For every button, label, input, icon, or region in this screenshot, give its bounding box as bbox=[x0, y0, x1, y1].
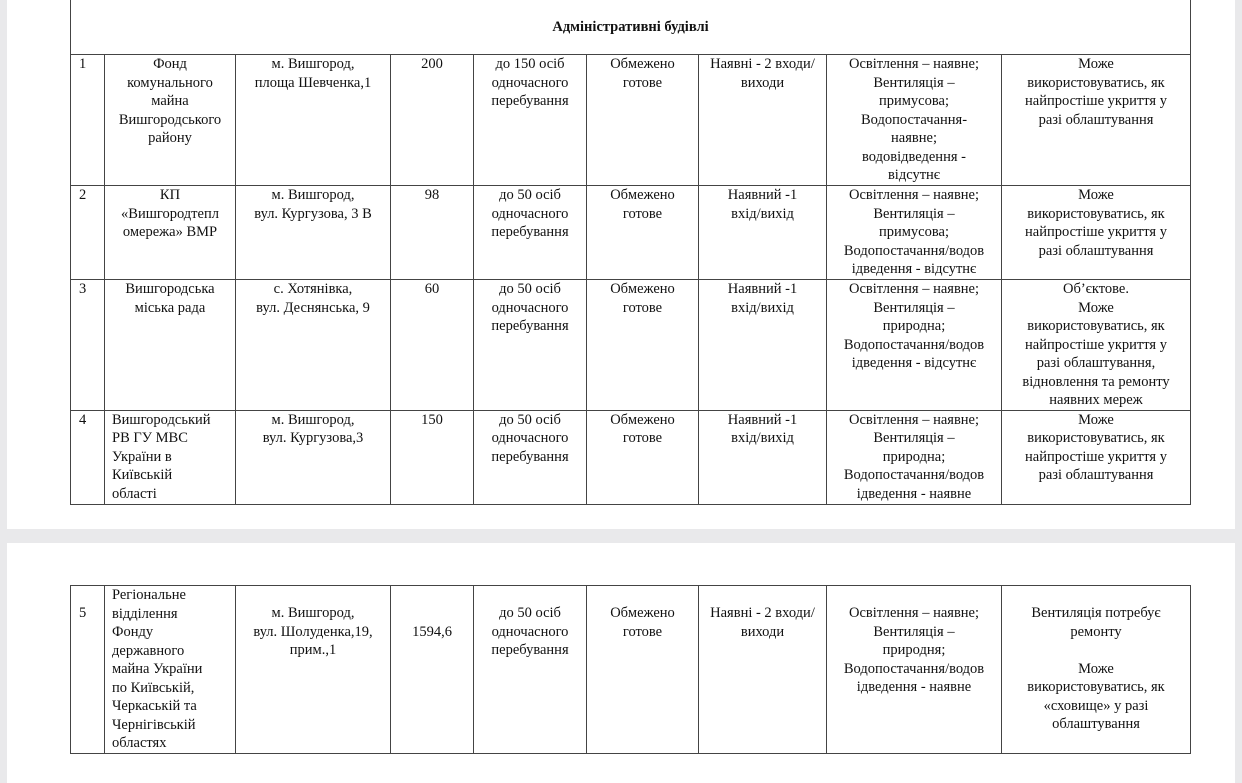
cell-line: площа Шевченка,1 bbox=[254, 74, 372, 91]
cell-line: Вентиляція – bbox=[873, 74, 955, 91]
cell-line: ремонту bbox=[1070, 623, 1122, 640]
readiness bbox=[587, 55, 699, 186]
readiness bbox=[587, 186, 699, 280]
cell-line: відділення bbox=[112, 605, 178, 622]
area: 60 bbox=[391, 280, 474, 411]
cell-line: відсутнє bbox=[887, 167, 941, 183]
cell-line: Наявні - 2 входи/ bbox=[710, 56, 815, 72]
facility-name bbox=[105, 280, 236, 411]
cell-line: ідведення - наявне bbox=[856, 485, 972, 502]
entrances-exits bbox=[699, 410, 827, 504]
facility-name bbox=[105, 55, 236, 186]
cell-line: вул. Кургузова,3 bbox=[262, 430, 364, 446]
utilities bbox=[827, 586, 1002, 754]
cell-line: Водопостачання- bbox=[860, 111, 968, 128]
note bbox=[1002, 186, 1191, 280]
cell-line: Освітлення – наявне; bbox=[848, 605, 980, 621]
cell-line: примусова; bbox=[878, 93, 949, 109]
table-row bbox=[71, 55, 1191, 186]
cell-line: м. Вишгород, bbox=[271, 411, 355, 428]
cell-line: Обмежено bbox=[610, 187, 675, 203]
cell-line: Наявний -1 bbox=[727, 187, 798, 203]
cell-line: виходи bbox=[740, 623, 785, 640]
cell-line: вул. Кургузова, 3 В bbox=[254, 205, 372, 222]
cell-line: одночасного bbox=[491, 299, 569, 316]
cell-line: до 150 осіб bbox=[495, 56, 565, 72]
cell-line: омережа» ВМР bbox=[122, 224, 218, 240]
cell-line: Фонд bbox=[153, 56, 187, 72]
table-row bbox=[71, 280, 1191, 411]
table-row bbox=[71, 586, 1191, 754]
capacity bbox=[474, 55, 587, 186]
cell-line: Черкаській та bbox=[112, 698, 197, 714]
cell-line: «сховище» у разі bbox=[1043, 697, 1149, 714]
row-number: 2 bbox=[71, 186, 105, 280]
cell-line: готове bbox=[622, 74, 663, 91]
cell-line: Може bbox=[1078, 56, 1114, 72]
cell-line: перебування bbox=[491, 93, 569, 109]
address bbox=[236, 586, 391, 754]
cell-line: Освітлення – наявне; bbox=[848, 411, 980, 428]
readiness bbox=[587, 280, 699, 411]
cell-line: Освітлення – наявне; bbox=[848, 187, 980, 203]
shelters-table-page-2 bbox=[70, 585, 1191, 754]
cell-line: до 50 осіб bbox=[499, 187, 561, 203]
address bbox=[236, 186, 391, 280]
capacity bbox=[474, 586, 587, 754]
cell-line: с. Хотянівка, bbox=[273, 281, 353, 297]
cell-line: одночасного bbox=[491, 430, 569, 446]
cell-line: водовідведення - bbox=[862, 148, 966, 165]
cell-line: Вентиляція – bbox=[873, 430, 955, 446]
row-number: 5 bbox=[71, 586, 105, 754]
cell-line: Вишгородський bbox=[112, 411, 211, 428]
cell-line: Може bbox=[1078, 660, 1114, 677]
document-page-2 bbox=[7, 543, 1235, 783]
section-header-row bbox=[71, 0, 1191, 55]
cell-line: природня; bbox=[882, 642, 946, 658]
table-row bbox=[71, 410, 1191, 504]
cell-line: Вишгородського bbox=[118, 111, 222, 128]
cell-line: Фонду bbox=[112, 624, 154, 640]
cell-line: вхід/вихід bbox=[731, 205, 794, 222]
cell-line: ідведення - відсутнє bbox=[851, 261, 977, 277]
cell-line: прим.,1 bbox=[289, 642, 337, 658]
cell-line: готове bbox=[622, 299, 663, 316]
cell-line: майна України bbox=[112, 661, 203, 677]
cell-line: готове bbox=[622, 205, 663, 222]
cell-line: використовуватись, як bbox=[1027, 74, 1165, 91]
section-title: Адміністративні будівлі bbox=[71, 0, 1191, 55]
cell-line: до 50 осіб bbox=[499, 605, 561, 621]
cell-line: Вентиляція – bbox=[873, 205, 955, 222]
cell-line: до 50 осіб bbox=[499, 411, 561, 428]
cell-line: вул. Деснянська, 9 bbox=[256, 299, 370, 316]
cell-line: Чернігівській bbox=[112, 716, 196, 733]
facility-name bbox=[105, 186, 236, 280]
note bbox=[1002, 410, 1191, 504]
area: 200 bbox=[391, 55, 474, 186]
cell-line: до 50 осіб bbox=[499, 281, 561, 297]
shelters-table-page-1 bbox=[70, 0, 1191, 505]
capacity bbox=[474, 186, 587, 280]
facility-name bbox=[105, 586, 236, 754]
entrances-exits bbox=[699, 586, 827, 754]
address bbox=[236, 55, 391, 186]
cell-line: області bbox=[112, 485, 157, 502]
cell-line: готове bbox=[622, 430, 663, 446]
cell-line: використовуватись, як bbox=[1027, 430, 1165, 446]
cell-line: державного bbox=[112, 642, 185, 659]
cell-line: Може bbox=[1078, 187, 1114, 203]
cell-line: перебування bbox=[491, 448, 569, 465]
cell-line: міська рада bbox=[134, 299, 206, 316]
cell-line: Вентиляція – bbox=[873, 623, 955, 640]
row-number: 3 bbox=[71, 280, 105, 411]
cell-line: майна bbox=[151, 93, 189, 109]
cell-line: Обмежено bbox=[610, 56, 675, 72]
cell-line: використовуватись, як bbox=[1027, 205, 1165, 222]
cell-line: найпростіше укриття у bbox=[1025, 448, 1167, 465]
cell-line: Регіональне bbox=[112, 587, 186, 603]
facility-name bbox=[105, 410, 236, 504]
row-number: 4 bbox=[71, 410, 105, 504]
cell-line: Водопостачання/водов bbox=[843, 242, 985, 259]
note bbox=[1002, 55, 1191, 186]
cell-line: РВ ГУ МВС bbox=[112, 430, 188, 446]
cell-line: Наявний -1 bbox=[727, 411, 798, 428]
cell-line: КП bbox=[159, 187, 181, 203]
cell-line: Об’єктове. bbox=[1063, 281, 1129, 297]
cell-line: вхід/вихід bbox=[731, 299, 794, 316]
cell-line: Може bbox=[1078, 411, 1114, 428]
cell-line: виходи bbox=[740, 74, 785, 91]
cell-line: Освітлення – наявне; bbox=[848, 281, 980, 297]
cell-line: району bbox=[148, 130, 192, 146]
cell-line: Наявний -1 bbox=[727, 281, 798, 297]
cell-line: разі облаштування bbox=[1038, 111, 1154, 128]
entrances-exits bbox=[699, 280, 827, 411]
cell-line: ідведення - наявне bbox=[856, 679, 972, 695]
cell-line: Наявні - 2 входи/ bbox=[710, 605, 815, 621]
cell-line: Може bbox=[1078, 299, 1114, 316]
cell-line: найпростіше укриття у bbox=[1025, 93, 1167, 109]
utilities bbox=[827, 55, 1002, 186]
entrances-exits bbox=[699, 186, 827, 280]
cell-line: областях bbox=[112, 735, 167, 751]
cell-line: м. Вишгород, bbox=[271, 605, 355, 621]
cell-line: готове bbox=[622, 623, 663, 640]
cell-line: України в bbox=[112, 448, 172, 465]
cell-line: Київській bbox=[112, 467, 173, 483]
cell-line: Водопостачання/водов bbox=[843, 660, 985, 677]
cell-line: разі облаштування bbox=[1038, 467, 1154, 483]
cell-line: одночасного bbox=[491, 74, 569, 91]
cell-line: вул. Шолуденка,19, bbox=[253, 623, 373, 640]
cell-line: перебування bbox=[491, 224, 569, 240]
document-page-1 bbox=[7, 0, 1235, 529]
cell-line: Водопостачання/водов bbox=[843, 467, 985, 483]
address bbox=[236, 280, 391, 411]
cell-line: одночасного bbox=[491, 623, 569, 640]
cell-line: разі облаштування bbox=[1038, 242, 1154, 259]
area: 98 bbox=[391, 186, 474, 280]
cell-line: разі облаштування, bbox=[1036, 355, 1156, 371]
cell-line: найпростіше укриття у bbox=[1025, 336, 1167, 353]
cell-line: використовуватись, як bbox=[1027, 318, 1165, 334]
cell-line: вхід/вихід bbox=[731, 430, 794, 446]
table-row bbox=[71, 186, 1191, 280]
address bbox=[236, 410, 391, 504]
cell-line: перебування bbox=[491, 318, 569, 334]
cell-line: Обмежено bbox=[610, 281, 675, 297]
utilities bbox=[827, 410, 1002, 504]
cell-line: примусова; bbox=[878, 224, 949, 240]
cell-line: природна; bbox=[882, 448, 946, 465]
cell-line: м. Вишгород, bbox=[271, 187, 355, 203]
cell-line: м. Вишгород, bbox=[271, 56, 355, 72]
cell-line bbox=[1004, 641, 1188, 660]
cell-line: по Київській, bbox=[112, 679, 195, 696]
cell-line: Вентиляція – bbox=[873, 299, 955, 316]
capacity bbox=[474, 410, 587, 504]
cell-line: Водопостачання/водов bbox=[843, 336, 985, 353]
note bbox=[1002, 586, 1191, 754]
cell-line: використовуватись, як bbox=[1027, 679, 1165, 695]
readiness bbox=[587, 410, 699, 504]
cell-line: перебування bbox=[491, 642, 569, 658]
cell-line: комунального bbox=[127, 74, 213, 91]
cell-line: відновлення та ремонту bbox=[1022, 373, 1170, 390]
readiness bbox=[587, 586, 699, 754]
cell-line: Вентиляція потребує bbox=[1031, 605, 1161, 621]
cell-line: Освітлення – наявне; bbox=[848, 56, 980, 72]
area: 1594,6 bbox=[391, 586, 474, 754]
row-number: 1 bbox=[71, 55, 105, 186]
cell-line: «Вишгородтепл bbox=[121, 205, 219, 222]
note bbox=[1002, 280, 1191, 411]
cell-line: ідведення - відсутнє bbox=[851, 355, 977, 371]
cell-line: облаштування bbox=[1052, 716, 1140, 732]
cell-line: Обмежено bbox=[610, 411, 675, 428]
cell-line: наявних мереж bbox=[1049, 392, 1143, 408]
cell-line: природна; bbox=[882, 318, 946, 334]
area: 150 bbox=[391, 410, 474, 504]
cell-line: Обмежено bbox=[610, 605, 675, 621]
entrances-exits bbox=[699, 55, 827, 186]
capacity bbox=[474, 280, 587, 411]
cell-line: наявне; bbox=[891, 130, 937, 146]
utilities bbox=[827, 280, 1002, 411]
cell-line: найпростіше укриття у bbox=[1025, 224, 1167, 240]
cell-line: одночасного bbox=[491, 205, 569, 222]
utilities bbox=[827, 186, 1002, 280]
cell-line: Вишгородська bbox=[125, 281, 215, 297]
